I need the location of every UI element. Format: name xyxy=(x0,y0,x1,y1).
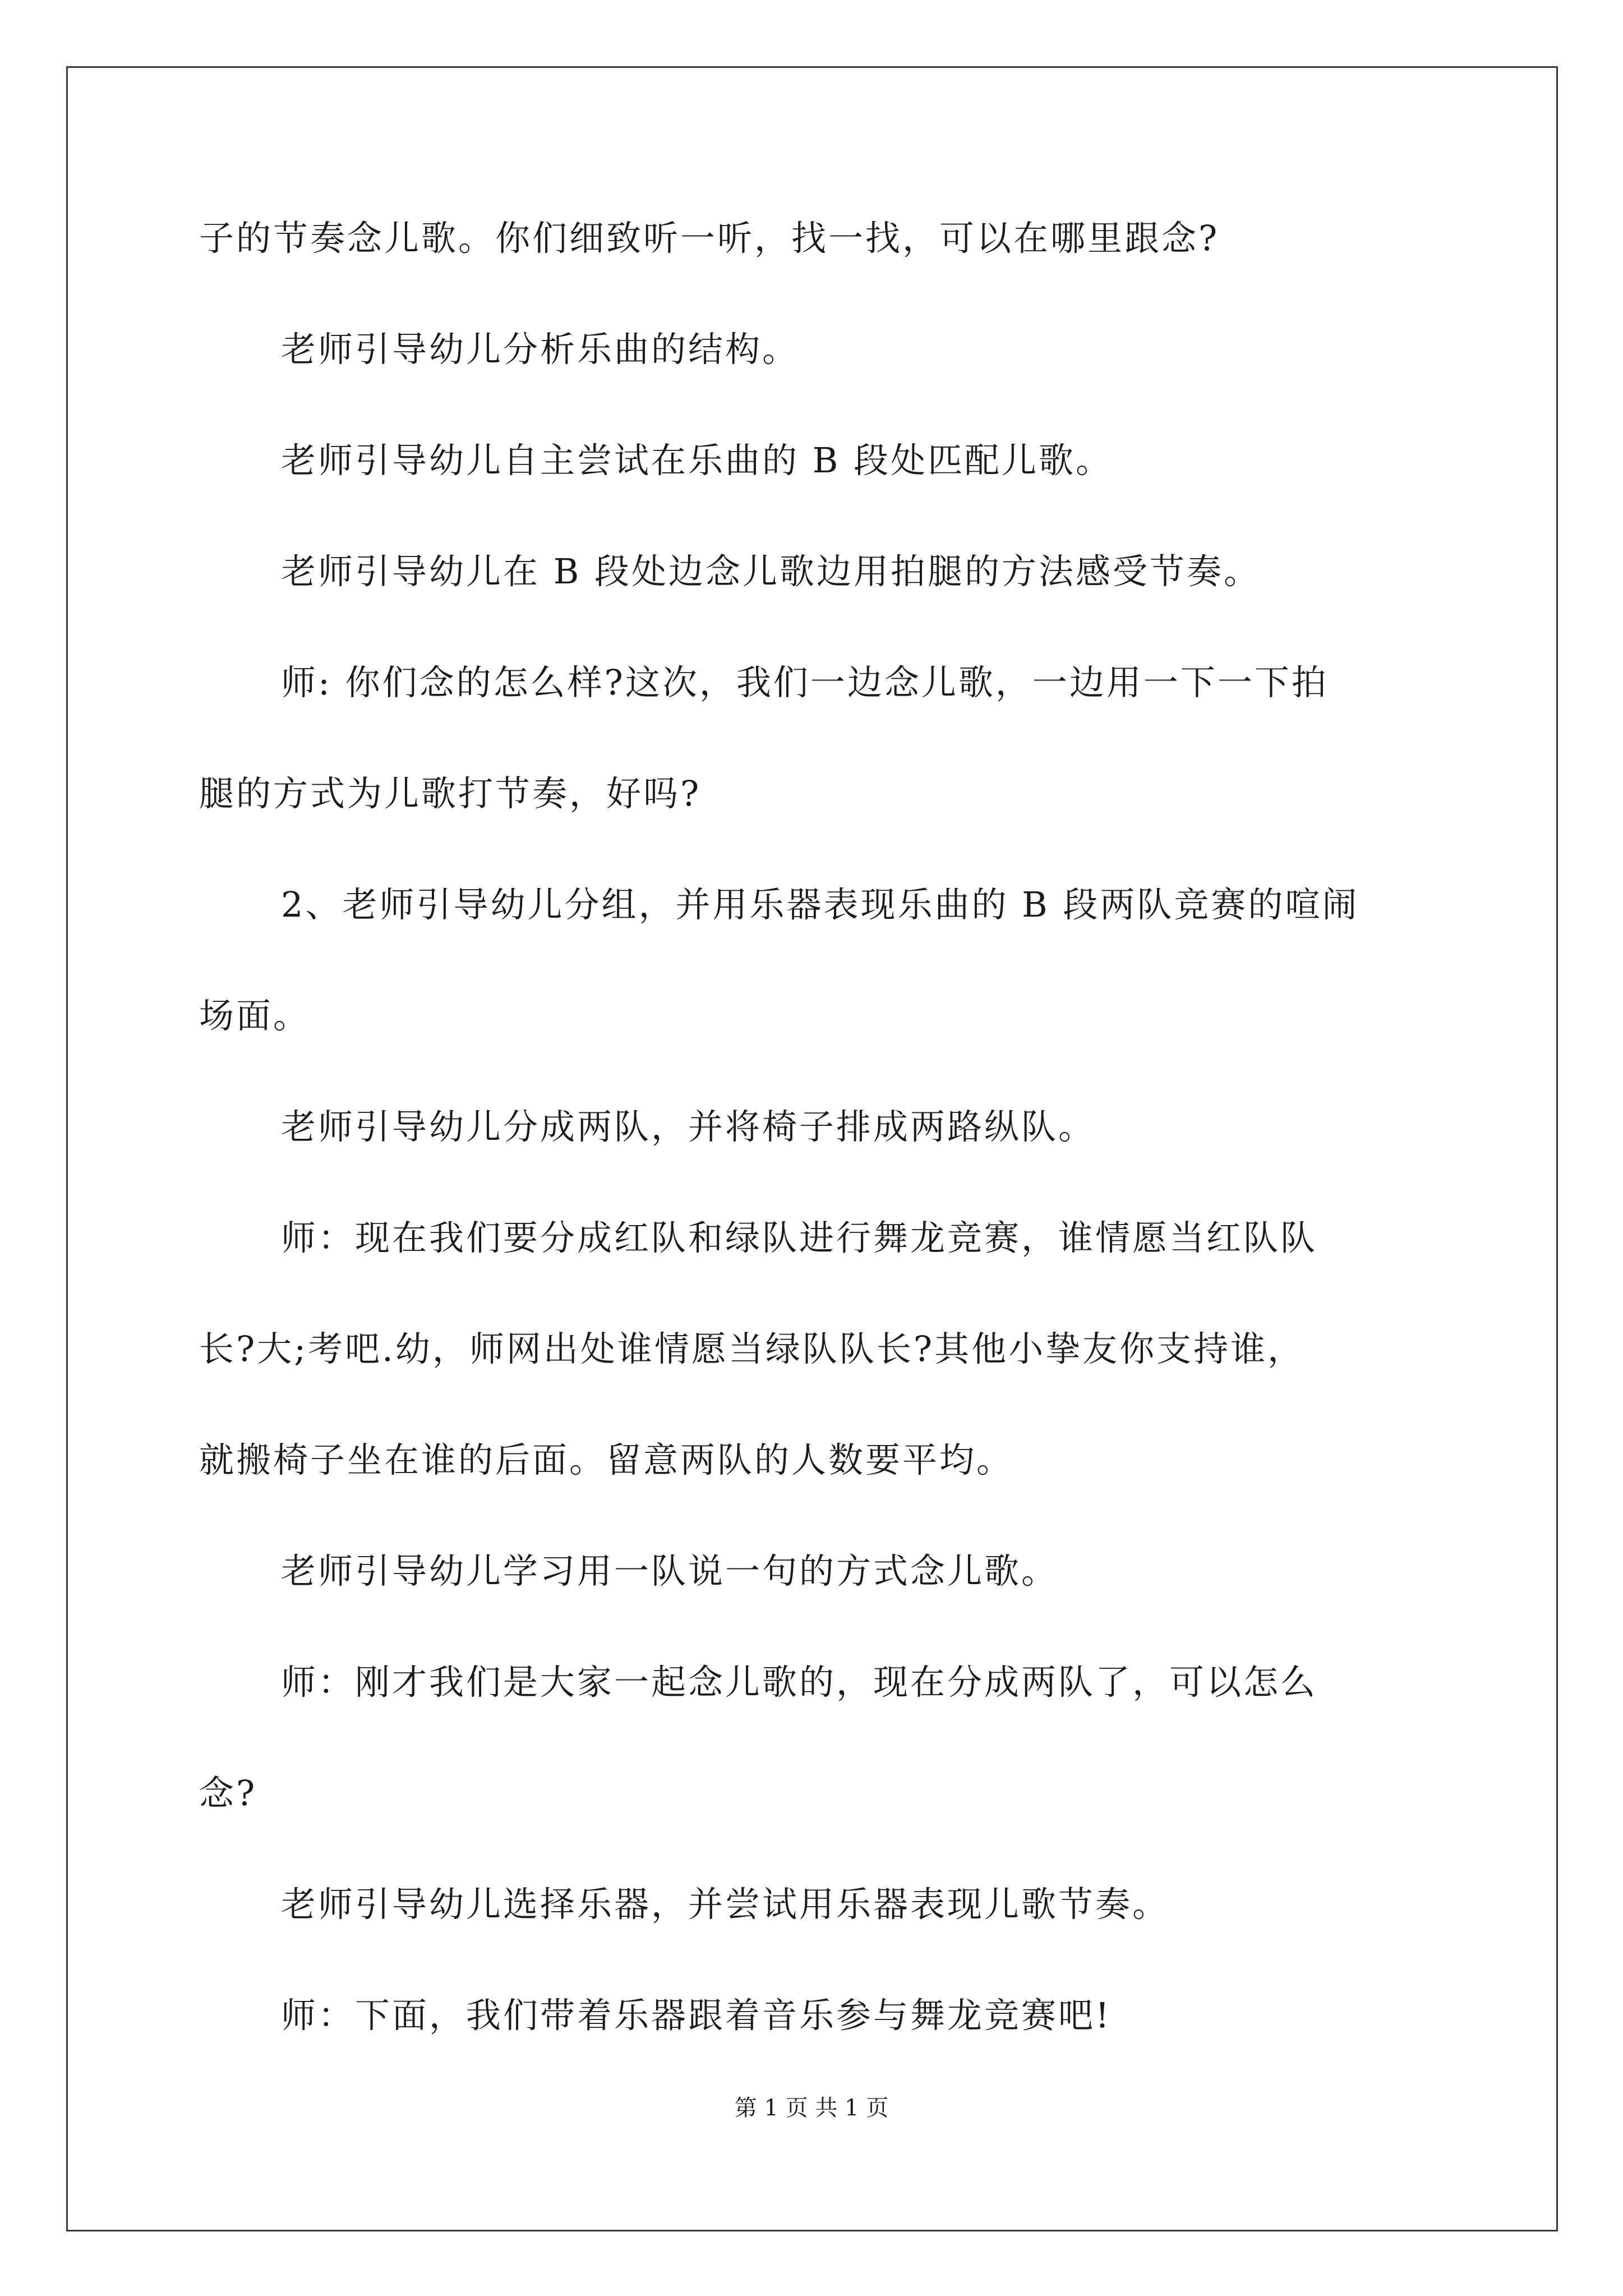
text-line-15: 念? xyxy=(199,1773,257,1814)
text-line-3: 老师引导幼儿自主尝试在乐曲的 B 段处匹配儿歌。 xyxy=(281,440,1113,481)
text-line-13: 老师引导幼儿学习用一队说一句的方式念儿歌。 xyxy=(281,1550,1059,1591)
text-line-11: 长?大;考吧.幼，师网出处谁情愿当绿队队长?其他小挚友你支持谁， xyxy=(199,1328,1305,1369)
text-line-6: 腿的方式为儿歌打节奏，好吗? xyxy=(199,773,702,814)
text-line-1: 子的节奏念儿歌。你们细致听一听，找一找，可以在哪里跟念? xyxy=(199,218,1220,259)
text-line-16: 老师引导幼儿选择乐器，并尝试用乐器表现儿歌节奏。 xyxy=(281,1884,1170,1925)
page-number-footer: 第 1 页 共 1 页 xyxy=(734,2095,889,2121)
text-line-10: 师：现在我们要分成红队和绿队进行舞龙竞赛，谁情愿当红队队 xyxy=(281,1217,1318,1258)
text-line-17: 师：下面，我们带着乐器跟着音乐参与舞龙竞赛吧! xyxy=(281,1995,1112,2036)
text-line-2: 老师引导幼儿分析乐曲的结构。 xyxy=(281,329,800,370)
text-line-5: 师: 你们念的怎么样?这次，我们一边念儿歌，一边用一下一下拍 xyxy=(281,662,1329,703)
text-line-4: 老师引导幼儿在 B 段处边念儿歌边用拍腿的方法感受节奏。 xyxy=(281,551,1261,592)
text-line-12: 就搬椅子坐在谁的后面。留意两队的人数要平均。 xyxy=(199,1439,1014,1480)
text-line-8: 场面。 xyxy=(199,995,311,1036)
text-line-14: 师：刚才我们是大家一起念儿歌的，现在分成两队了，可以怎么 xyxy=(281,1662,1318,1703)
text-line-7: 2、老师引导幼儿分组，并用乐器表现乐曲的 B 段两队竞赛的喧闹 xyxy=(281,884,1359,925)
text-line-9: 老师引导幼儿分成两队，并将椅子排成两路纵队。 xyxy=(281,1106,1096,1147)
